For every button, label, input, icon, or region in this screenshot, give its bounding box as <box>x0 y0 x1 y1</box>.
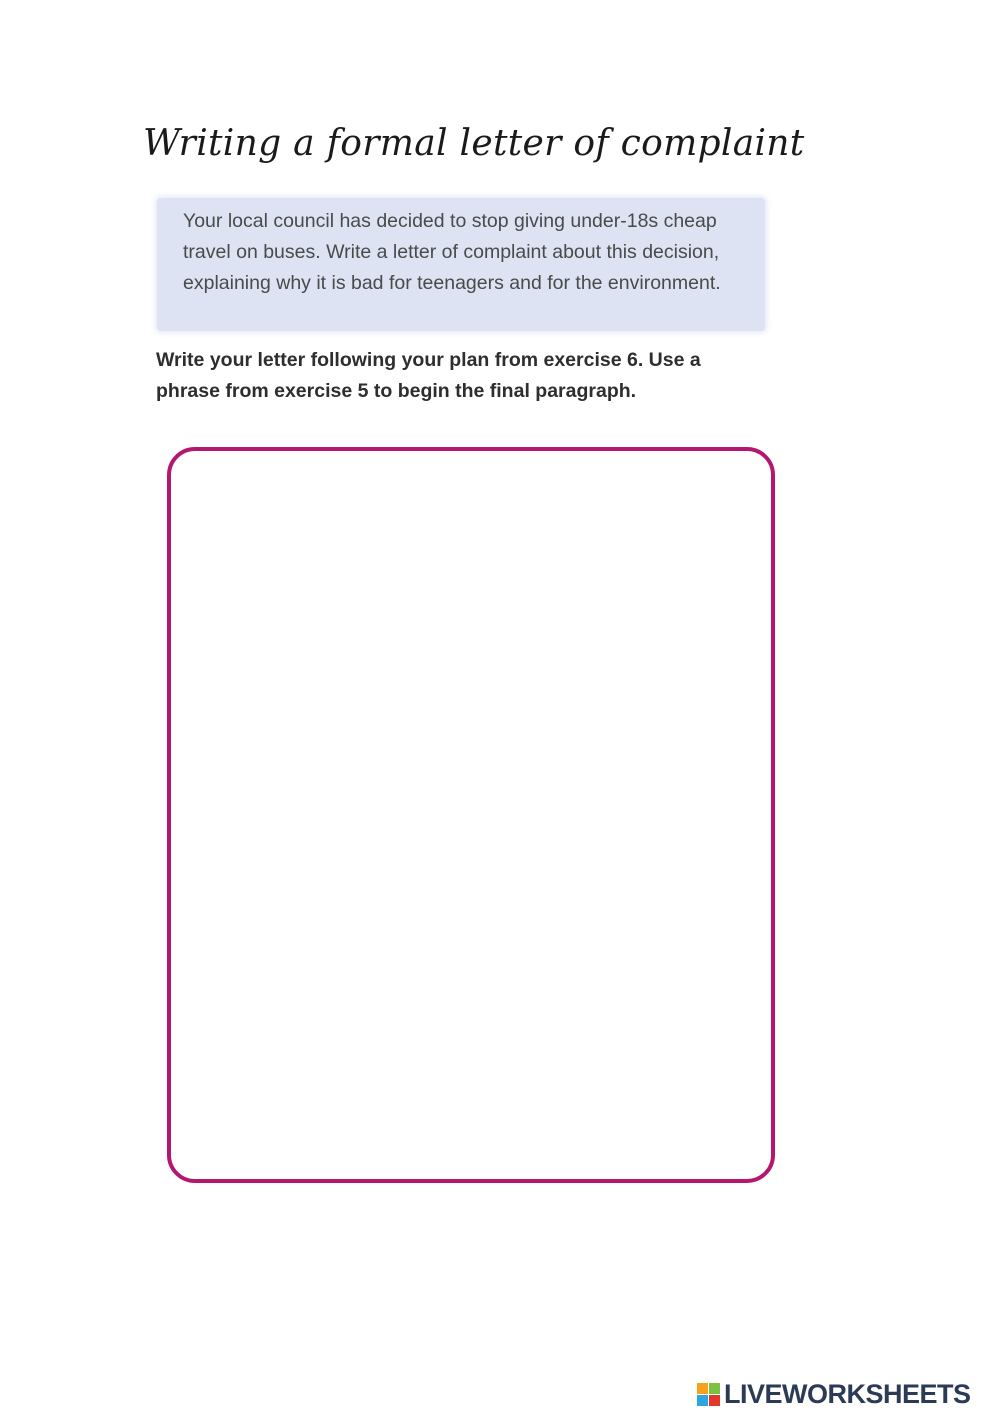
letter-answer-textarea[interactable] <box>167 447 775 1183</box>
worksheet-title: Writing a formal letter of complaint <box>143 123 805 164</box>
task-box <box>157 198 765 331</box>
liveworksheets-brand <box>697 1378 971 1410</box>
task-text: Your local council has decided to stop giving under-18s cheap travel on buses. Write a letter of complaint about this decision, explaining why it is bad for teenagers and for the environment. <box>183 210 721 294</box>
brand-name: LIVEWORKSHEETS <box>724 1378 971 1409</box>
liveworksheets-logo-icon <box>697 1383 720 1406</box>
instruction-text: Write your letter following your plan from exercise 6. Use a phrase from exercise 5 to begin the final paragraph. <box>156 349 701 402</box>
